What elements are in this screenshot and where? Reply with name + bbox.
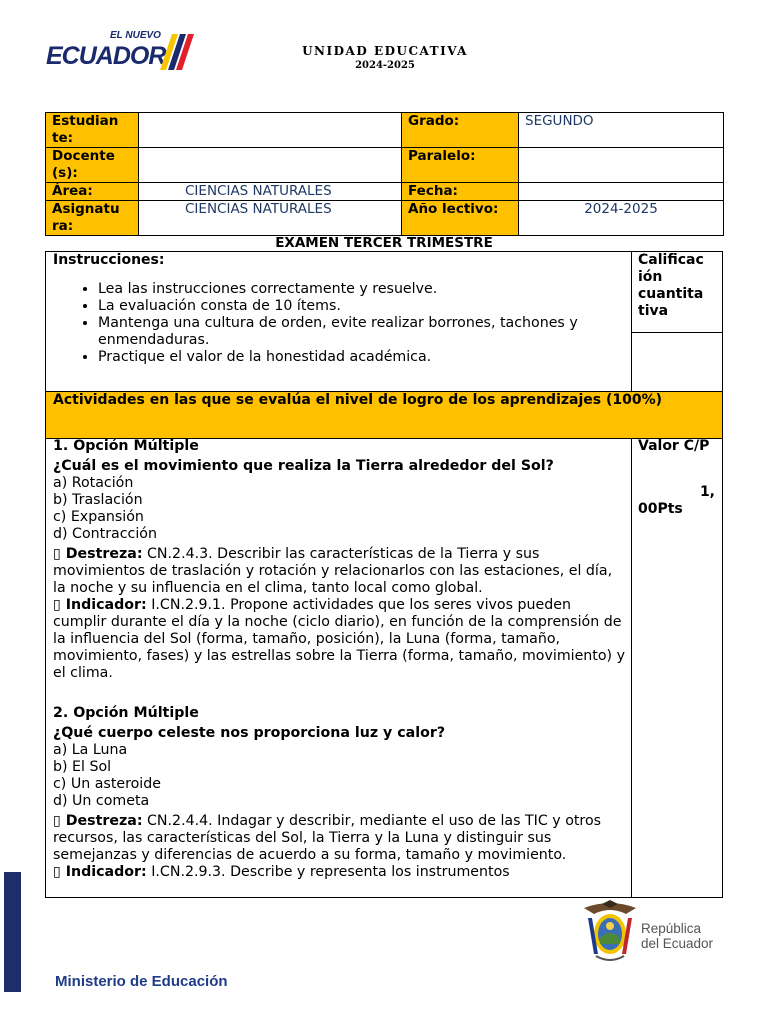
skill-label: Destreza: (60, 546, 143, 562)
logo-main-text: ECUADOR (46, 42, 166, 70)
grade-box-label: Calificac ión cuantita tiva (638, 252, 704, 319)
indicator-paragraph (53, 597, 628, 682)
skill-paragraph (53, 813, 628, 864)
instruction-item: • Practique el valor de la honestidad académica. (98, 349, 628, 366)
school-year: 2024-2025 (355, 60, 415, 71)
option-a[interactable]: a) Rotación (53, 475, 134, 491)
option-b[interactable]: b) Traslación (53, 492, 143, 508)
subject-label: Asignatu ra: (46, 201, 139, 236)
indicator-label: Indicador: (60, 864, 147, 880)
question-text: ¿Cuál es el movimiento que realiza la Tierra alrededor del Sol? (53, 458, 554, 474)
student-label: Estudian te: (46, 113, 139, 148)
side-accent-bar (4, 872, 21, 992)
grade-box-field[interactable] (632, 333, 722, 391)
instructions-title: Instrucciones: (53, 252, 165, 268)
indicator-label: Indicador: (60, 597, 147, 613)
schoolyear-label: Año lectivo: (402, 201, 519, 236)
logo-small-text: EL NUEVO (110, 30, 161, 41)
option-c[interactable]: c) Expansión (53, 509, 144, 525)
missing-glyph-icon: ▯ (53, 597, 61, 613)
instructions-list (53, 281, 628, 366)
skill-paragraph (53, 546, 628, 597)
skill-text: CN.2.4.3. Describir las características de la Tierra y sus movimientos de traslación y rotación y relacionarlos con las estaciones, el día, la noche y su influencia en el clima, tanto local como global. (53, 546, 613, 596)
question-1 (53, 438, 628, 682)
republic-line2: del Ecuador (641, 936, 714, 951)
instruction-item: • Mantenga una cultura de orden, evite realizar borrones, tachones y enmendaduras. (98, 315, 628, 349)
missing-glyph-icon: ▯ (53, 813, 61, 829)
grade-label: Grado: (402, 113, 519, 148)
schoolyear-field[interactable]: 2024-2025 (519, 201, 724, 236)
option-c[interactable]: c) Un asteroide (53, 776, 161, 792)
student-field[interactable] (139, 113, 402, 148)
grade-field[interactable]: SEGUNDO (519, 113, 724, 148)
value-label: Valor C/P (638, 438, 710, 454)
parallel-field[interactable] (519, 148, 724, 183)
option-b[interactable]: b) El Sol (53, 759, 112, 775)
subject-field[interactable]: CIENCIAS NATURALES (139, 201, 402, 236)
date-label: Fecha: (402, 183, 519, 201)
question-text: ¿Qué cuerpo celeste nos proporciona luz y calor? (53, 725, 446, 741)
area-label: Área: (46, 183, 139, 201)
exam-title: EXAMEN TERCER TRIMESTRE (275, 235, 493, 251)
question-2 (53, 705, 628, 881)
instruction-item: • La evaluación consta de 10 ítems. (98, 298, 628, 315)
flag-stripes-icon (158, 32, 198, 72)
teacher-field[interactable] (139, 148, 402, 183)
column-divider-bottom (631, 438, 632, 898)
student-info-table (45, 112, 724, 236)
republic-text (641, 921, 713, 951)
republic-line1: República (641, 921, 702, 936)
coat-of-arms-icon (580, 898, 640, 964)
points-value-line1: 1, (699, 484, 715, 500)
indicator-text: I.CN.2.9.3. Describe y representa los instrumentos (146, 864, 510, 880)
area-field[interactable]: CIENCIAS NATURALES (139, 183, 402, 201)
missing-glyph-icon: ▯ (53, 864, 61, 880)
instruction-item: • Lea las instrucciones correctamente y resuelve. (98, 281, 628, 298)
question-heading: 1. Opción Múltiple (53, 438, 199, 454)
date-field[interactable] (519, 183, 724, 201)
indicator-text: I.CN.2.9.1. Propone actividades que los seres vivos pueden cumplir durante el día y la noche (ciclo diario), en función de la comprensión de la influencia del Sol (forma, tamaño, posición), la Luna (forma, tamaño, movimiento, fases) y las estrellas sobre la Tierra (forma, tamaño, movimiento) y el clima. (53, 597, 625, 681)
ministry-name: Ministerio de Educación (55, 973, 228, 990)
missing-glyph-icon: ▯ (53, 546, 61, 562)
teacher-label: Docente (s): (46, 148, 139, 183)
ecuador-logo (46, 30, 196, 75)
points-value-line2: 00Pts (638, 501, 683, 517)
activities-title: Actividades en las que se evalúa el nivel de logro de los aprendizajes (100%) (53, 392, 663, 408)
school-name: UNIDAD EDUCATIVA (302, 44, 468, 58)
option-a[interactable]: a) La Luna (53, 742, 128, 758)
question-heading: 2. Opción Múltiple (53, 705, 199, 721)
indicator-paragraph (53, 864, 628, 881)
skill-text: CN.2.4.4. Indagar y describir, mediante el uso de las TIC y otros recursos, las características del Sol, la Tierra y la Luna y distinguir sus semejanzas y diferencias de acuerdo a su forma, tamaño y movimiento. (53, 813, 602, 863)
parallel-label: Paralelo: (402, 148, 519, 183)
option-d[interactable]: d) Contracción (53, 526, 157, 542)
option-d[interactable]: d) Un cometa (53, 793, 150, 809)
skill-label: Destreza: (60, 813, 143, 829)
